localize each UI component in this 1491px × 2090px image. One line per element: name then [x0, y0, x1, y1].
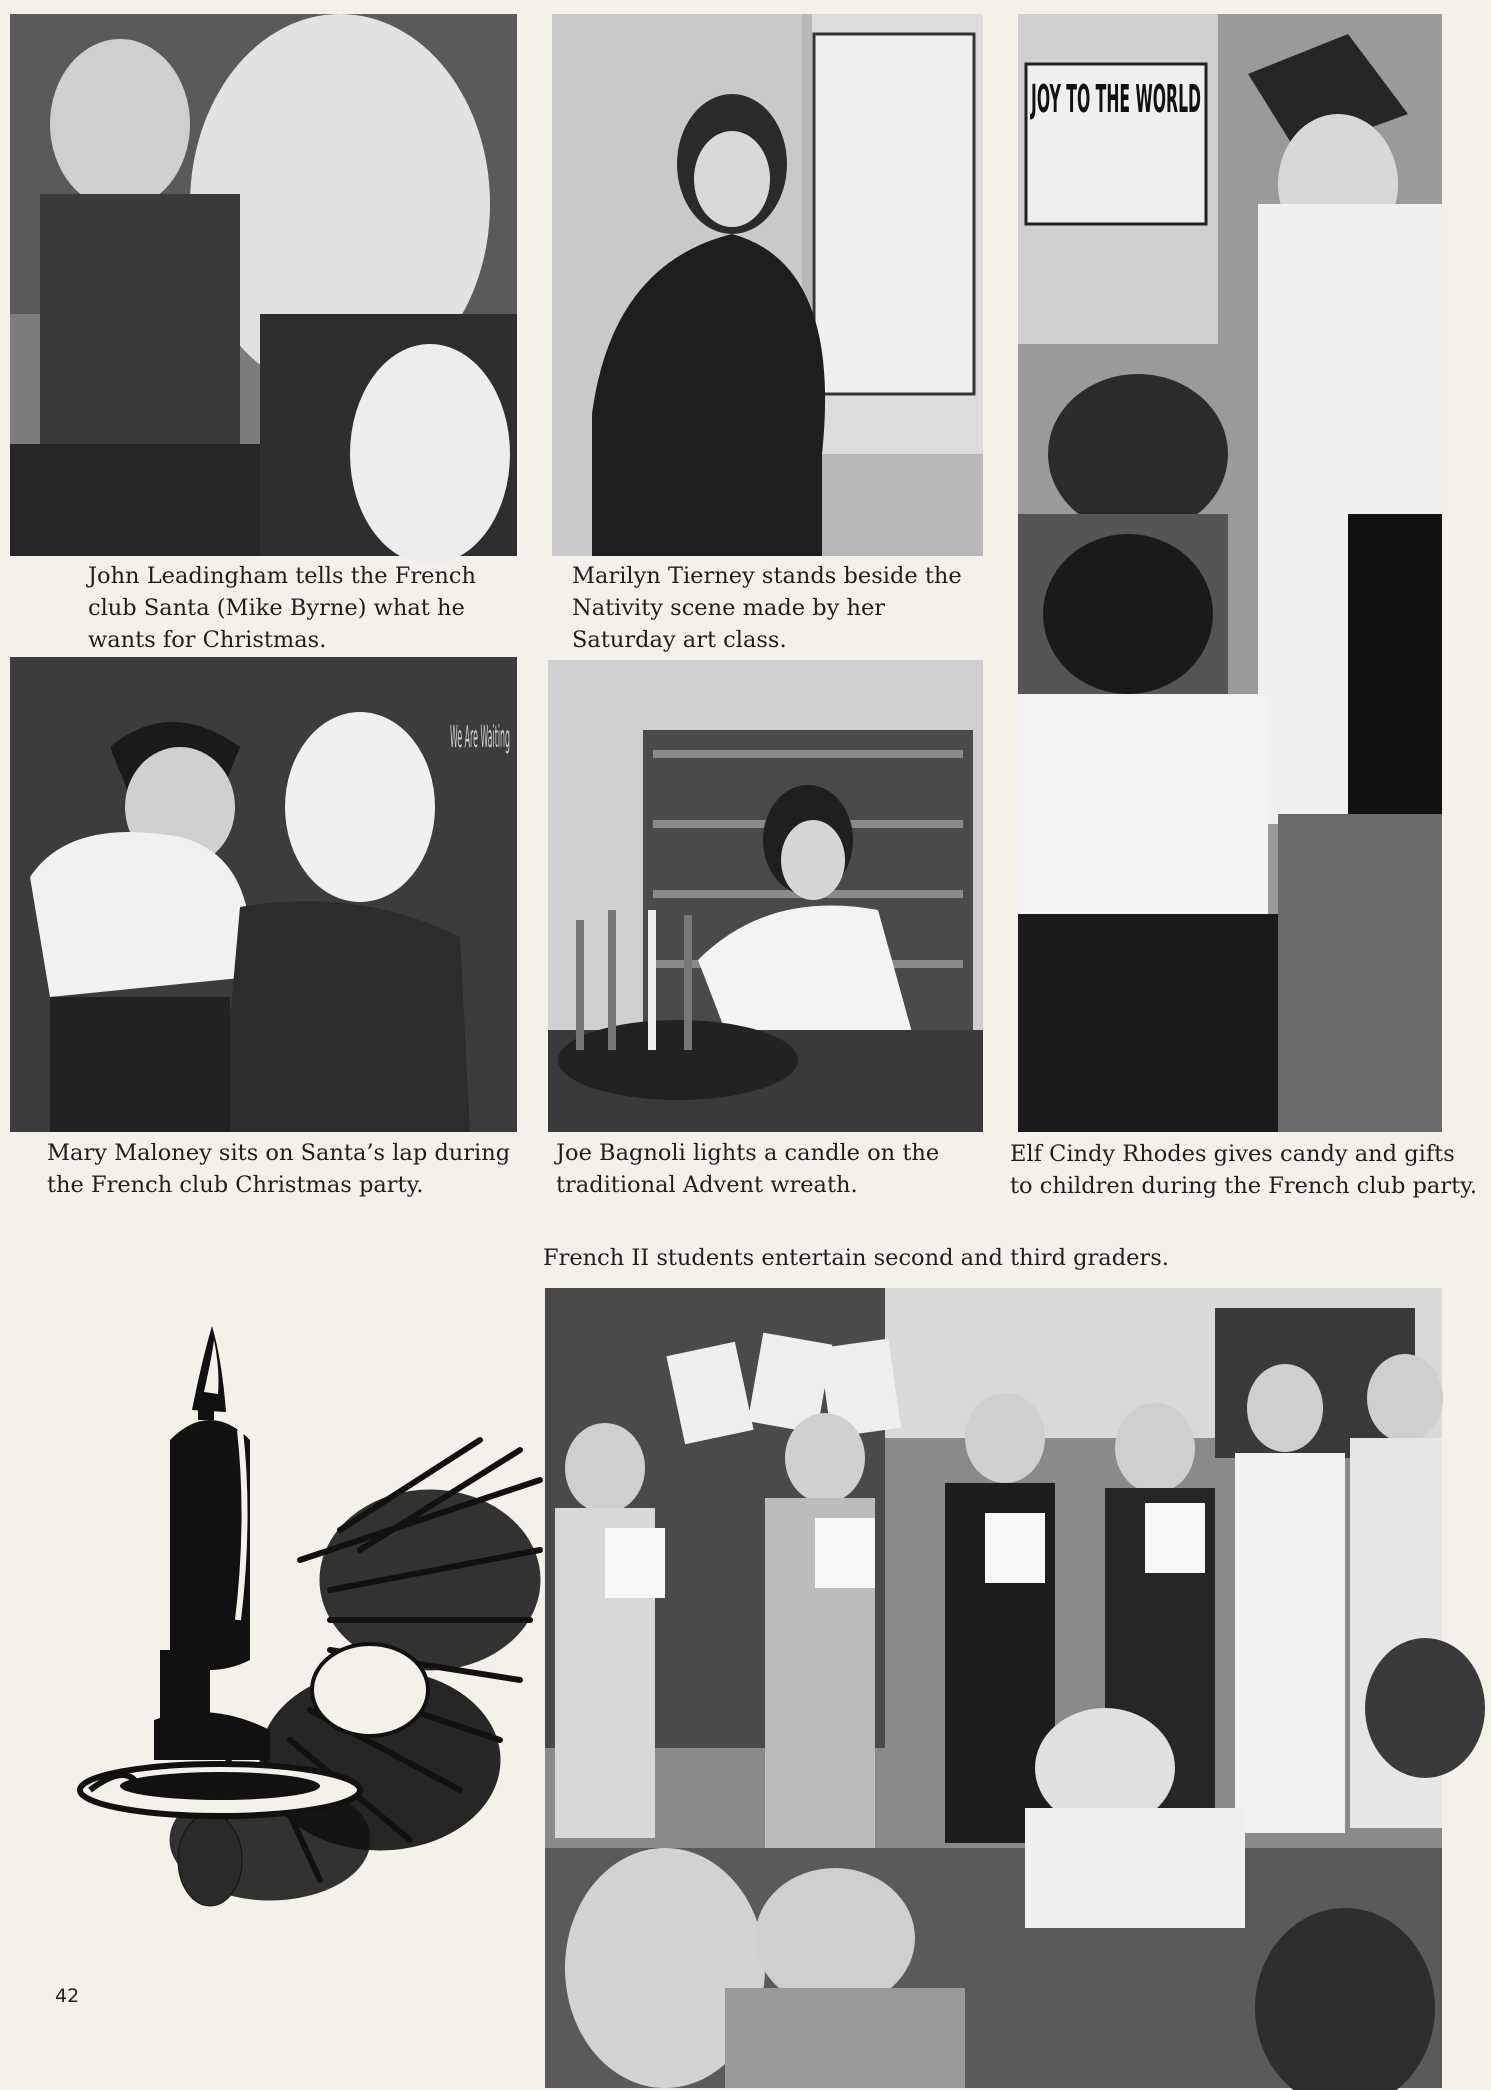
photo-mary-santa — [10, 657, 517, 1132]
caption-marilyn: Marilyn Tierney stands beside the Nativity scene made by her Saturday art class. — [572, 563, 962, 653]
photo-french-ii-image — [545, 1288, 1442, 2088]
photo-french-ii — [545, 1288, 1442, 2088]
candle-pine-illustration — [100, 1320, 540, 1940]
caption-mary: Mary Maloney sits on Santa’s lap during the French club Christmas party. — [47, 1140, 511, 1198]
caption-joe: Joe Bagnoli lights a candle on the traditional Advent wreath. — [556, 1140, 940, 1198]
page-number: 42 — [55, 1985, 80, 2007]
photo-elf-cindy-image — [1018, 14, 1442, 1132]
chalkboard-writing: We Are Waiting — [450, 720, 510, 755]
photo-john-santa — [10, 14, 517, 556]
photo-elf-cindy — [1018, 14, 1442, 1132]
photo-marilyn-image — [552, 14, 983, 556]
sign-joy-to-the-world: JOY TO THE WORLD — [1029, 77, 1201, 121]
caption-cindy: Elf Cindy Rhodes gives candy and gifts to children during the French club party. — [1010, 1141, 1477, 1199]
photo-joe-candle — [548, 660, 983, 1132]
photo-joe-candle-image — [548, 660, 983, 1132]
caption-french-ii: French II students entertain second and third graders. — [543, 1245, 1169, 1271]
photo-john-santa-image — [10, 14, 517, 556]
photo-mary-santa-image — [10, 657, 517, 1132]
photo-marilyn — [552, 14, 983, 556]
caption-john: John Leadingham tells the French club Santa (Mike Byrne) what he wants for Christmas. — [88, 563, 476, 653]
